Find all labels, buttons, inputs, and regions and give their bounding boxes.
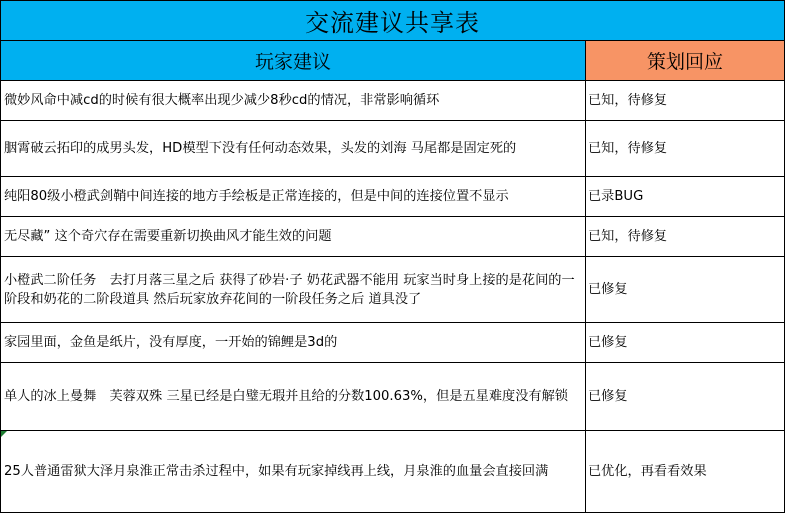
suggestion-cell[interactable]: 家园里面，金鱼是纸片，没有厚度，一开始的锦鲤是3d的 — [1, 323, 586, 363]
response-cell[interactable]: 已知，待修复 — [586, 81, 785, 121]
table-row — [1, 431, 785, 513]
suggestion-cell[interactable]: 胭霄破云拓印的成男头发，HD模型下没有任何动态效果，头发的刘海 马尾都是固定死的 — [1, 121, 586, 177]
table-row — [1, 257, 785, 323]
header-player-suggestion[interactable]: 玩家建议 — [1, 41, 586, 81]
suggestion-cell[interactable] — [1, 431, 586, 513]
table-row — [1, 177, 785, 217]
header-row — [1, 41, 785, 81]
suggestion-cell[interactable]: 微妙风命中减cd的时候有很大概率出现少减少8秒cd的情况，非常影响循环 — [1, 81, 586, 121]
table-row — [1, 121, 785, 177]
suggestion-cell[interactable]: 小橙武二阶任务 去打月落三星之后 获得了砂岩·子 奶花武器不能用 玩家当时身上接的是花间的一阶段和奶花的二阶段道具 然后玩家放弃花间的一阶段任务之后 道具没了 — [1, 257, 586, 323]
response-cell[interactable]: 已修复 — [586, 323, 785, 363]
suggestion-cell[interactable]: 无尽藏” 这个奇穴存在需要重新切换曲风才能生效的问题 — [1, 217, 586, 257]
suggestion-cell[interactable]: 纯阳80级小橙武剑鞘中间连接的地方手绘板是正常连接的，但是中间的连接位置不显示 — [1, 177, 586, 217]
response-cell[interactable]: 已知，待修复 — [586, 121, 785, 177]
table-row — [1, 323, 785, 363]
response-cell[interactable]: 已知，待修复 — [586, 217, 785, 257]
response-cell[interactable]: 已修复 — [586, 257, 785, 323]
header-designer-response[interactable]: 策划回应 — [586, 41, 785, 81]
suggestion-text: 25人普通雷狱大泽月泉淮正常击杀过程中，如果有玩家掉线再上线，月泉淮的血量会直接回满 — [4, 464, 549, 479]
table-row — [1, 217, 785, 257]
table-row — [1, 81, 785, 121]
response-cell[interactable]: 已修复 — [586, 363, 785, 431]
response-cell[interactable]: 已优化，再看看效果 — [586, 431, 785, 513]
sheet-title[interactable]: 交流建议共享表 — [1, 1, 785, 41]
suggestion-cell[interactable]: 单人的冰上曼舞 芙蓉双殊 三星已经是白璧无瑕并且给的分数100.63%，但是五星难度没有解锁 — [1, 363, 586, 431]
comment-indicator-icon[interactable] — [1, 431, 7, 437]
response-cell[interactable]: 已录BUG — [586, 177, 785, 217]
table-row — [1, 363, 785, 431]
title-row — [1, 1, 785, 41]
